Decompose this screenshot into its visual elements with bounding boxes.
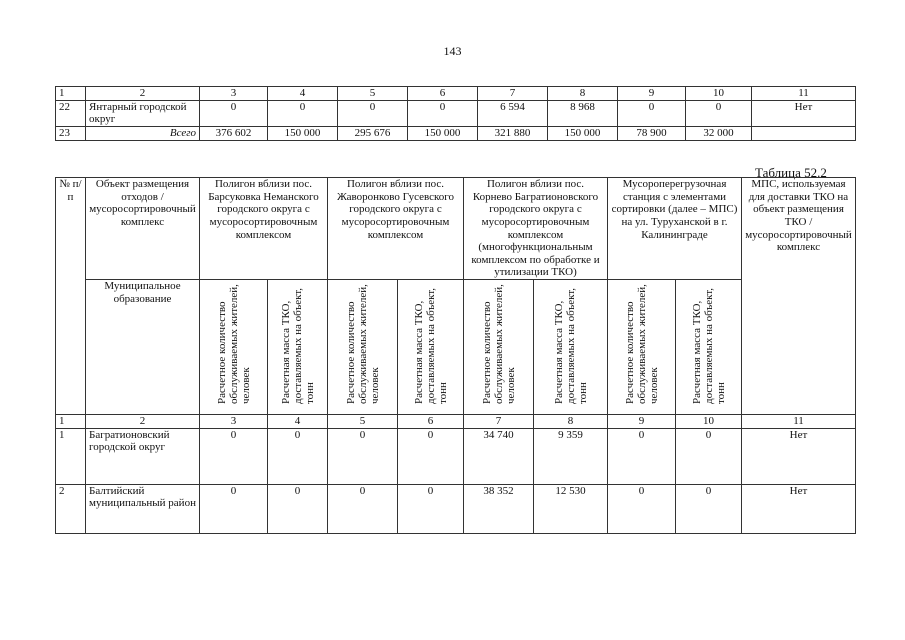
table-cell: 150 000 [408,126,478,140]
table-cell: Нет [742,428,856,484]
table-cell: 0 [200,428,268,484]
table-row [56,484,856,533]
table-cell: 32 000 [686,126,752,140]
table-row [56,428,856,484]
column-number: 4 [268,87,338,101]
column-number: 3 [200,87,268,101]
row-name: Янтарный городской округ [86,100,200,126]
table-cell: 0 [200,484,268,533]
row-number: 2 [56,484,86,533]
table-cell: 34 740 [464,428,534,484]
column-number: 3 [200,415,268,429]
table-cell: 0 [618,100,686,126]
table-cell: Нет [742,484,856,533]
row-name: Всего [86,126,200,140]
column-number: 9 [618,87,686,101]
table-cell: 0 [398,484,464,533]
table-cell: 0 [268,428,328,484]
table-cell: 150 000 [268,126,338,140]
subheader-residents: Расчетное количество обслуживаемых жителей, человек [481,284,518,405]
subheader-residents: Расчетное количество обслуживаемых жителей, человек [345,284,382,405]
column-number: 4 [268,415,328,429]
table-cell: Нет [752,100,856,126]
header-group-2: Полигон вблизи пос. Жаворонково Гусевского городского округа с мусоросортировочным комплексом [328,178,464,280]
table-row [56,100,856,126]
header-group-3: Полигон вблизи пос. Корнево Багратионовского городского округа с мусоросортировочным комплексом (многофункциональным комплексом по обработке и утилизации ТКО) [464,178,608,280]
table-caption: Таблица 52.2 [755,165,827,180]
header-group-1: Полигон вблизи пос. Барсуковка Неманского городского округа с мусоросортировочным комплексом [200,178,328,280]
table-cell: 0 [686,100,752,126]
subheader-mass: Расчетная масса ТКО, доставляемых на объект, тонн [280,288,317,405]
table-cell: 150 000 [548,126,618,140]
table-cell: 0 [268,484,328,533]
row-number: 1 [56,428,86,484]
table-cell: 321 880 [478,126,548,140]
subheader-residents: Расчетное количество обслуживаемых жителей, человек [624,284,661,405]
table-header-row [56,87,856,101]
column-number: 5 [338,87,408,101]
subheader-mass: Расчетная масса ТКО, доставляемых на объект, тонн [413,288,450,405]
subheader-mass: Расчетная масса ТКО, доставляемых на объект, тонн [691,288,728,405]
header-number: № п/п [56,178,86,415]
column-number: 11 [742,415,856,429]
subheader-residents: Расчетное количество обслуживаемых жителей, человек [216,284,253,405]
column-number: 2 [86,87,200,101]
row-name: Багратионовский городской округ [86,428,200,484]
table-52-2 [55,177,856,534]
row-name: Балтийский муниципальный район [86,484,200,533]
table-cell: 38 352 [464,484,534,533]
table-cell: 0 [676,428,742,484]
header-municipality: Муниципальное образование [86,280,200,415]
column-number: 1 [56,87,86,101]
table-cell: 78 900 [618,126,686,140]
continuation-table [55,86,856,141]
table-row [56,126,856,140]
table-cell: 0 [676,484,742,533]
table-cell: 376 602 [200,126,268,140]
table-cell: 0 [398,428,464,484]
subheader-mass: Расчетная масса ТКО, доставляемых на объект, тонн [553,288,590,405]
table-cell: 0 [200,100,268,126]
column-number: 11 [752,87,856,101]
table-cell: 0 [408,100,478,126]
table-subheader-row [56,280,856,415]
column-number: 9 [608,415,676,429]
page-number: 143 [443,44,462,58]
header-last: МПС, используемая для доставки ТКО на объект размещения ТКО / мусоросортировочный комплекс [742,178,856,415]
numbering-row [56,415,856,429]
table-cell: 0 [338,100,408,126]
table-cell [752,126,856,140]
table-cell: 8 968 [548,100,618,126]
column-number: 5 [328,415,398,429]
header-group-4: Мусороперегрузочная станция с элементами сортировки (далее – МПС) на ул. Туруханской в г. Калининграде [608,178,742,280]
header-object: Объект размещения отходов / мусоросортировочный комплекс [86,178,200,280]
column-number: 6 [398,415,464,429]
column-number: 7 [478,87,548,101]
column-number: 8 [548,87,618,101]
table-cell: 12 530 [534,484,608,533]
table-cell: 6 594 [478,100,548,126]
column-number: 10 [686,87,752,101]
row-number: 23 [56,126,86,140]
column-number: 1 [56,415,86,429]
table-cell: 0 [328,428,398,484]
row-number: 22 [56,100,86,126]
table-cell: 0 [328,484,398,533]
column-number: 7 [464,415,534,429]
table-cell: 9 359 [534,428,608,484]
column-number: 6 [408,87,478,101]
column-number: 2 [86,415,200,429]
column-number: 10 [676,415,742,429]
column-number: 8 [534,415,608,429]
table-cell: 295 676 [338,126,408,140]
table-cell: 0 [608,484,676,533]
table-cell: 0 [268,100,338,126]
table-header-row [56,178,856,280]
table-cell: 0 [608,428,676,484]
